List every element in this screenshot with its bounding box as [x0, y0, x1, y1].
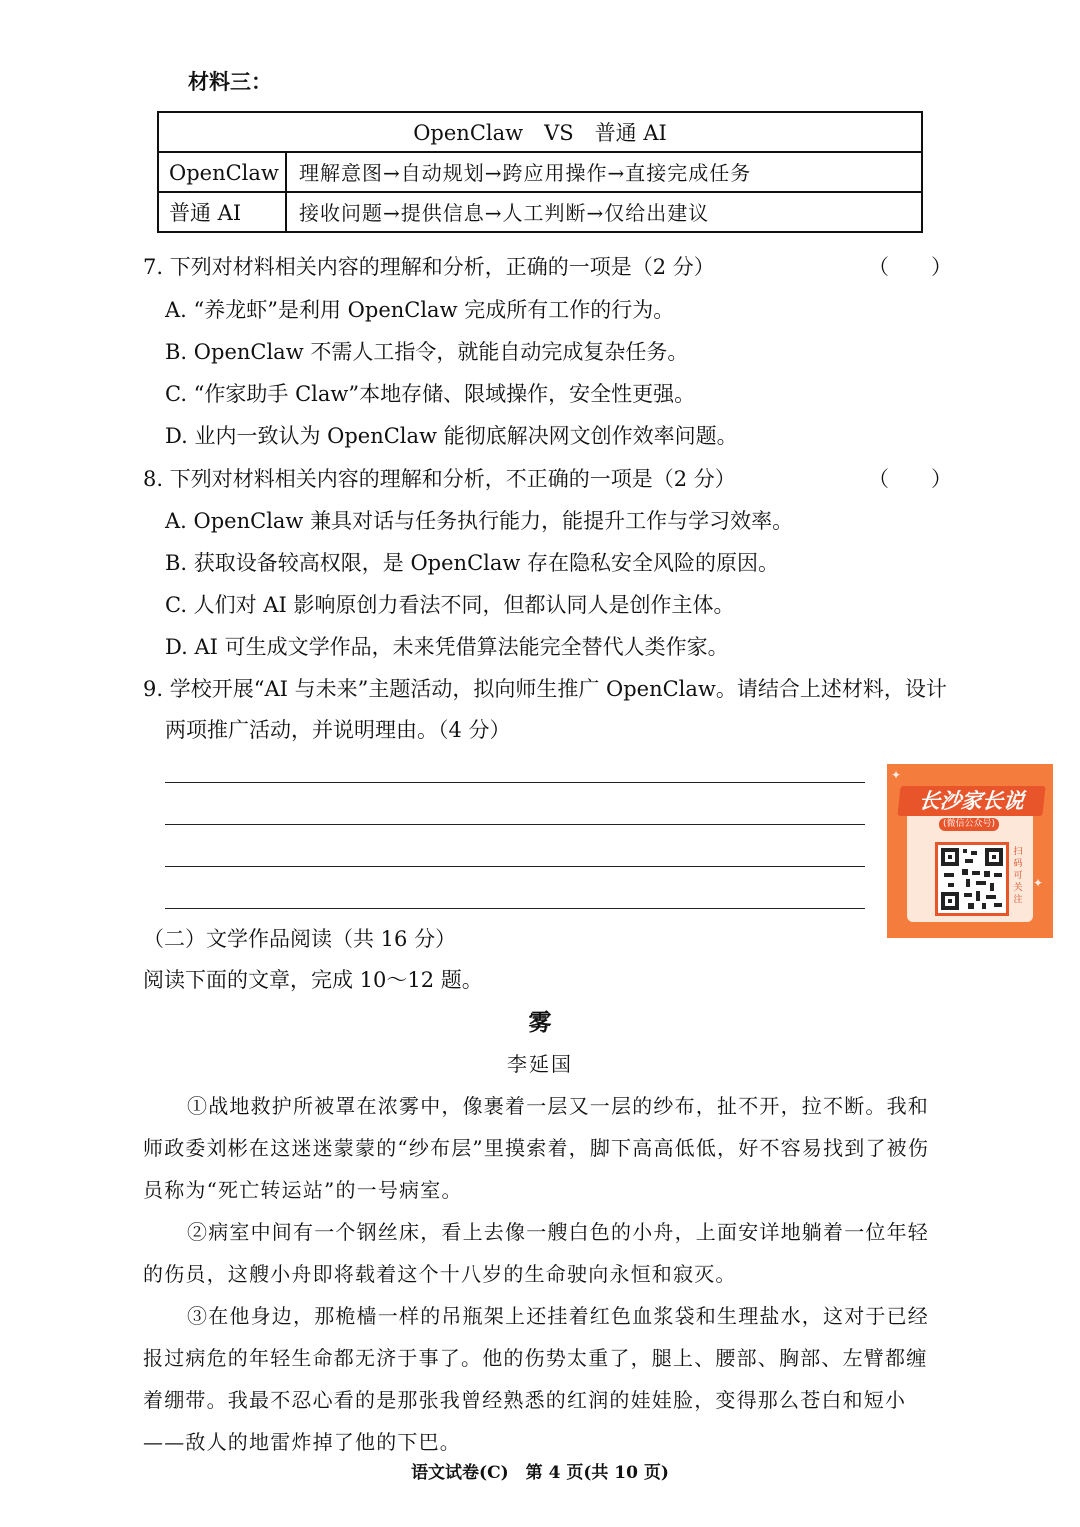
- sparkle-icon: ✦: [891, 768, 902, 782]
- q7-option-a: A. “养龙虾”是利用 OpenClaw 完成所有工作的行为。: [165, 298, 675, 322]
- table-row: [159, 193, 921, 231]
- table-cell-name: 普通 AI: [159, 193, 287, 231]
- q8-stem: 8. 下列对材料相关内容的理解和分析，不正确的一项是（2 分）: [143, 467, 736, 491]
- article-paragraph: ②病室中间有一个钢丝床，看上去像一艘白色的小舟，上面安详地躺着一位年轻的伤员，这艘小舟即将载着这个十八岁的生命驶向永恒和寂灭。: [143, 1220, 929, 1286]
- q8-answer-paren: （ ）: [868, 467, 952, 491]
- article-paragraph: ①战地救护所被罩在浓雾中，像裹着一层又一层的纱布，扯不开，拉不断。我和师政委刘彬在这迷迷蒙蒙的“纱布层”里摸索着，脚下高高低低，好不容易找到了被伤员称为“死亡转运站”的一号病室。: [143, 1094, 930, 1202]
- table-cell-name: OpenClaw: [159, 153, 287, 191]
- q9-stem-line2: 两项推广活动，并说明理由。（4 分）: [165, 718, 511, 742]
- q8-option-c: C. 人们对 AI 影响原创力看法不同，但都认同人是创作主体。: [165, 593, 735, 617]
- qr-code-icon[interactable]: [935, 842, 1009, 916]
- section-heading: （二）文学作品阅读（共 16 分）: [143, 927, 457, 951]
- badge-side-text: 扫码可关注: [1013, 847, 1023, 905]
- sparkle-icon: ✦: [1033, 876, 1044, 890]
- reading-instruction: 阅读下面的文章，完成 10～12 题。: [143, 968, 483, 992]
- q7-option-c: C. “作家助手 Claw”本地存储、限域操作，安全性更强。: [165, 382, 696, 406]
- table-cell-flow: 理解意图→自动规划→跨应用操作→直接完成任务: [299, 161, 752, 185]
- table-row: [159, 153, 921, 193]
- q8-option-b: B. 获取设备较高权限，是 OpenClaw 存在隐私安全风险的原因。: [165, 551, 780, 575]
- article-title: 雾: [528, 1010, 552, 1036]
- article-paragraph: ③在他身边，那桅樯一样的吊瓶架上还挂着红色血浆袋和生理盐水，这对于已经报过病危的年轻生命都无济于事了。他的伤势太重了，腿上、腰部、胸部、左臂都缠着绷带。我最不忍心看的是那张我曾经熟悉的红润的娃娃脸，变得那么苍白和短小——敌人的地雷炸掉了他的下巴。: [143, 1304, 929, 1454]
- badge-subtitle: (微信公众号): [939, 818, 999, 831]
- table-header: OpenClaw VS 普通 AI: [159, 113, 921, 153]
- q9-stem-line1: 9. 学校开展“AI 与未来”主题活动，拟向师生推广 OpenClaw。请结合上述材料，设计: [143, 677, 947, 701]
- q7-option-b: B. OpenClaw 不需人工指令，就能自动完成复杂任务。: [165, 340, 689, 364]
- article-body: [143, 1085, 938, 1463]
- table-cell-flow: 接收问题→提供信息→人工判断→仅给出建议: [299, 201, 710, 225]
- q7-option-d: D. 业内一致认为 OpenClaw 能彻底解决网文创作效率问题。: [165, 424, 738, 448]
- answer-line[interactable]: [165, 782, 865, 783]
- page-footer: 语文试卷(C) 第 4 页(共 10 页): [411, 1463, 669, 1483]
- comparison-table: [157, 111, 923, 233]
- answer-line[interactable]: [165, 824, 865, 825]
- q7-stem: 7. 下列对材料相关内容的理解和分析，正确的一项是（2 分）: [143, 255, 715, 279]
- article-author: 李延国: [507, 1052, 573, 1076]
- q8-option-a: A. OpenClaw 兼具对话与任务执行能力，能提升工作与学习效率。: [165, 509, 794, 533]
- answer-line[interactable]: [165, 866, 865, 867]
- badge-title: 长沙家长说: [897, 786, 1045, 816]
- qr-promo-badge[interactable]: [887, 764, 1053, 938]
- q7-answer-paren: （ ）: [868, 255, 952, 279]
- q8-option-d: D. AI 可生成文学作品，未来凭借算法能完全替代人类作家。: [165, 635, 729, 659]
- material-label: 材料三：: [188, 70, 272, 94]
- answer-line[interactable]: [165, 908, 865, 909]
